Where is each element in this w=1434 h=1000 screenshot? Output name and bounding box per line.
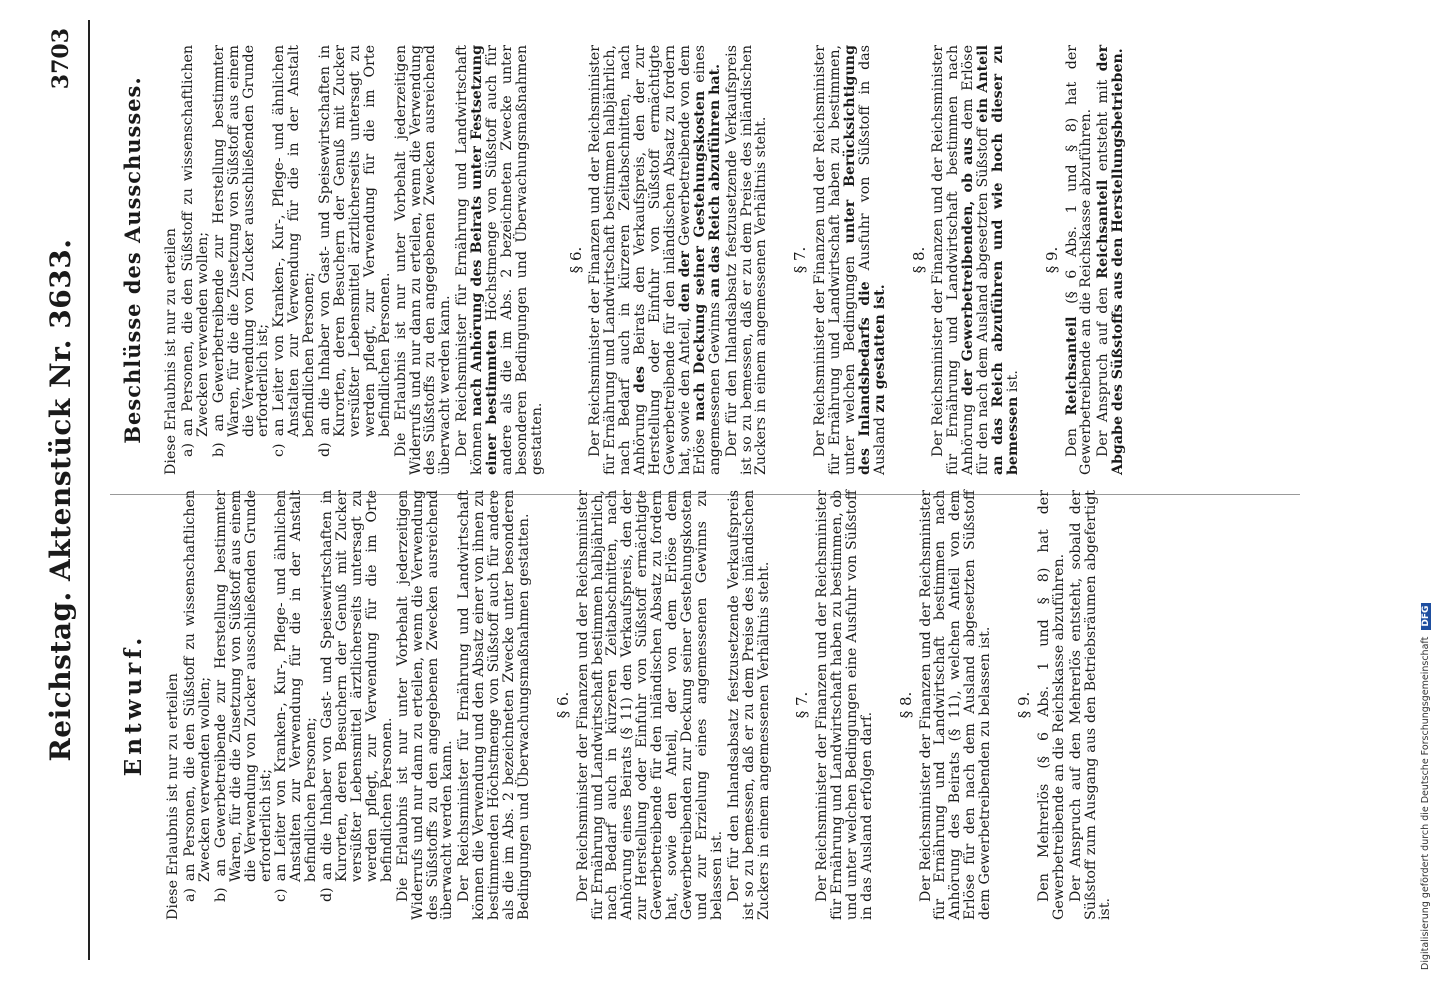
draft-intro: Diese Erlaubnis ist nur zu erteilen: [165, 673, 182, 920]
bold-text-run: den der: [676, 250, 693, 313]
draft-paragraph: Den Mehrerlös (§ 6 Abs. 1 und § 8) hat der Gewerbetreibende an die Reichskasse abzuführen.: [1035, 490, 1067, 920]
bold-text-run: Reichsanteil: [1095, 179, 1112, 279]
credit-text: Digitalisierung gefördert durch die Deutsche Forschungsgemeinschaft: [1420, 636, 1431, 970]
committee-paragraph: Der für den Inlandsabsatz festzusetzende Verkaufspreis ist so zu bemessen, daß er zu dem Preise des inländischen Zuckers in einem angemessenen Verhältnis steht.: [723, 45, 770, 475]
draft-paragraph: Der Anspruch auf den Mehrerlös entsteht, sobald der Süßstoff zum Ausgang aus den Betriebsräumen abgefertigt ist.: [1067, 490, 1114, 920]
page-header: [40, 0, 100, 1000]
committee-paragraph: [1065, 45, 1095, 475]
committee-item-d: d) an die Inhaber von Gast- und Speisewirtschaften in Kurorten, deren Besuchern der Genuß mit Zucker versüßter Lebensmittel ärztlicherseits untersagt zu werden pflegt, zur Verwendung für die im Orte befindlichen Personen.: [317, 45, 393, 457]
bold-text-run: zu gestatten ist.: [871, 284, 888, 413]
draft-paragraph: Der Reichsminister der Finanzen und der Reichsminister für Ernährung und Landwirtschaft bestimmen halbjährlich, nach Bedarf auch in kürzeren Zeitabschnitten, nach Anhörung eines Beirats (§ 11) den Verkaufspreis, den der zur Herstellung oder Einfuhr von Süßstoff ermächtigte Gewerbetreibende für den inländischen Absatz zu fordern hat, sowie den Anteil, der von dem Erlöse dem Gewerbetreibenden zur Deckung seiner Gestehungskosten und zur Erzielung eines angemessenen Gewinns zu belassen ist.: [574, 490, 725, 920]
committee-paragraph: Die Erlaubnis ist nur unter Vorbehalt jederzeitigen Widerrufs und nur dann zu erteilen, wenn die Verwendung des Süßstoffs zu den angegebenen Zwecken ausreichend überwacht werden kann.: [392, 45, 454, 475]
text-run: eines angemessenen Gewinns: [691, 45, 723, 475]
draft-section-6-heading: § 6.: [553, 691, 572, 719]
draft-title: Entwurf.: [120, 633, 147, 777]
committee-section-9-heading: § 9.: [1042, 246, 1061, 274]
committee-paragraph: [1096, 45, 1126, 475]
bold-text-run: an das Reich abzuführen hat.: [706, 63, 723, 298]
bold-text-run: ein Anteil an das Reich abzuführen und wie hoch dieser zu bemessen: [975, 45, 1021, 475]
text-run: Gewerbetreibende von dem Erlöse: [676, 44, 708, 475]
text-run: dem Erlöse für den nach dem Ausland abgesetzten Süßstoff: [960, 45, 992, 475]
draft-section-8-heading: § 8.: [896, 691, 915, 719]
draft-paragraph: Der Reichsminister der Finanzen und der Reichsminister für Ernährung und Landwirtschaft haben zu bestimmen, ob und unter welchen Bedingungen eine Ausfuhr von Süßstoff in das Ausland erfolgen darf.: [814, 490, 875, 920]
committee-paragraph: [813, 45, 888, 475]
bold-text-run: des: [632, 366, 649, 393]
text-run: Höchstmenge von Süßstoff auch für andere als die im Abs. 2 bezeichneten Zwecke unter besonderen Bedingungen und Überwachungsmaßnahmen gestatten.: [484, 44, 545, 475]
draft-section-9-heading: § 9.: [1015, 691, 1034, 719]
draft-paragraph: Der Reichsminister der Finanzen und der Reichsminister für Ernährung und Landwirtschaft bestimmen nach Anhörung des Beirats (§ 11), welchen Anteil von dem Erlöse für den nach dem Ausland abgesetzten Süßstoff dem Gewerbetreibenden zu belassen ist.: [917, 490, 994, 920]
text-run: Der Reichsminister der Finanzen und der Reichsminister für Ernährung und Landwirtschaft haben zu bestimmen, unter welchen Bedingungen: [812, 45, 858, 475]
text-run: Beirats den Verkaufspreis, den der zur Herstellung oder Einfuhr von Süßstoff ermächtigte Gewerbetreibende für den inländischen Absatz zu fordern hat, sowie den Anteil,: [632, 44, 693, 475]
committee-paragraph: [588, 45, 722, 475]
committee-section-7-heading: § 7.: [791, 246, 810, 274]
bold-text-run: der Gewerbetreibenden, ob aus: [960, 137, 977, 397]
draft-paragraph: Die Erlaubnis ist nur unter Vorbehalt jederzeitigen Widerrufs und nur dann zu erteilen, wenn die Verwendung des Süßstoffs zu den angegebenen Zwecken ausreichend überwacht werden kann.: [394, 490, 456, 920]
bold-text-run: der Abgabe des Süßstoffs aus den Herstellungsbetrieben.: [1095, 44, 1127, 475]
text-run: Der Reichsminister der Finanzen und der Reichsminister für Ernährung und Landwirtschaft bestimmen nach Anhörung: [930, 45, 977, 475]
committee-column: [110, 45, 1128, 475]
committee-section-6-heading: § 6.: [566, 246, 585, 274]
draft-section-7-heading: § 7.: [793, 691, 812, 719]
draft-item-b: b) an Gewerbetreibende zur Herstellung bestimmter Waren, für die die Zusetzung von Süßstoff aus einem die Verwendung von Zucker ausschließenden Grunde erforderlich ist;: [212, 490, 274, 902]
text-run: Der Reichsminister für Ernährung und Landwirtschaft können: [454, 45, 486, 475]
committee-item-a: a) an Personen, die den Süßstoff zu wissenschaftlichen Zwecken verwenden wollen;: [179, 45, 211, 457]
dfg-logo: DFG: [1421, 603, 1431, 630]
page-title: Reichstag. Aktenstück Nr. 3633.: [44, 238, 77, 762]
text-run: (§ 6 Abs. 1 und § 8) hat der Gewerbetreibende an die Reichskasse abzuführen.: [1063, 44, 1095, 475]
committee-section-8-heading: § 8.: [909, 246, 928, 274]
page-number: 3703: [48, 28, 74, 90]
text-run: Ausfuhr von Süßstoff in das Ausland: [856, 44, 888, 475]
committee-item-c: c) an Leiter von Kranken-, Kur-, Pflege- und ähnlichen Anstalten zur Verwendung für die in der Anstalt befindlichen Personen;: [271, 45, 318, 457]
bold-text-run: nach Anhörung des Beirats unter Festsetzung einer bestimmten: [469, 45, 501, 475]
header-rule: [88, 20, 90, 960]
digitization-credit: [1418, 30, 1434, 970]
bold-text-run: nach Deckung seiner Gestehungskosten: [691, 90, 708, 422]
text-run: Der Anspruch auf den: [1095, 287, 1112, 457]
draft-item-d: d) an die Inhaber von Gast- und Speisewirtschaften in Kurorten, deren Besuchern der Genuß mit Zucker versüßter Lebensmittel ärztlicherseits untersagt zu werden pflegt, zur Verwendung für die im Orte befindlichen Personen.: [319, 490, 395, 902]
draft-paragraph: Der für den Inlandsabsatz festzusetzende Verkaufspreis ist so zu bemessen, daß er zu dem Preise des inländischen Zuckers in einem angemessenen Verhältnis steht.: [725, 490, 772, 920]
draft-column: [110, 490, 1115, 920]
draft-item-c: c) an Leiter von Kranken-, Kur-, Pflege- und ähnlichen Anstalten zur Verwendung für die in der Anstalt befindlichen Personen;: [273, 490, 320, 902]
text-run: Den: [1063, 428, 1080, 457]
text-run: entsteht mit: [1095, 79, 1112, 172]
draft-item-a: a) an Personen, die den Süßstoff zu wissenschaftlichen Zwecken verwenden wollen;: [182, 490, 213, 902]
bold-text-run: Reichsanteil: [1063, 316, 1080, 416]
committee-paragraph: [455, 45, 544, 475]
committee-intro: Diese Erlaubnis ist nur zu erteilen: [163, 228, 180, 475]
committee-paragraph: [931, 45, 1020, 475]
committee-title: Beschlüsse des Ausschusses.: [120, 76, 145, 444]
committee-item-b: b) an Gewerbetreibende zur Herstellung bestimmter Waren, für die die Zusetzung von Süßstoff aus einem die Verwendung von Zucker ausschließenden Grunde erforderlich ist;: [210, 45, 272, 457]
text-run: ist.: [1004, 370, 1021, 393]
bold-text-run: unter Berücksichtigung des Inlandsbedarfs die: [841, 45, 873, 475]
text-run: Der Reichsminister der Finanzen und der Reichsminister für Ernährung und Landwirtschaft bestimmen halbjährlich, nach Bedarf auch in kürzeren Zeitabschnitten, nach Anhörung: [587, 45, 649, 475]
draft-paragraph: Der Reichsminister für Ernährung und Landwirtschaft können die Verwendung und den Absatz einer von ihnen zu bestimmenden Höchstmenge von Süßstoff auch für andere als die im Abs. 2 bezeichneten Zwecke unter besonderen Bedingungen und Überwachungsmaßnahmen gestatten.: [456, 490, 532, 920]
